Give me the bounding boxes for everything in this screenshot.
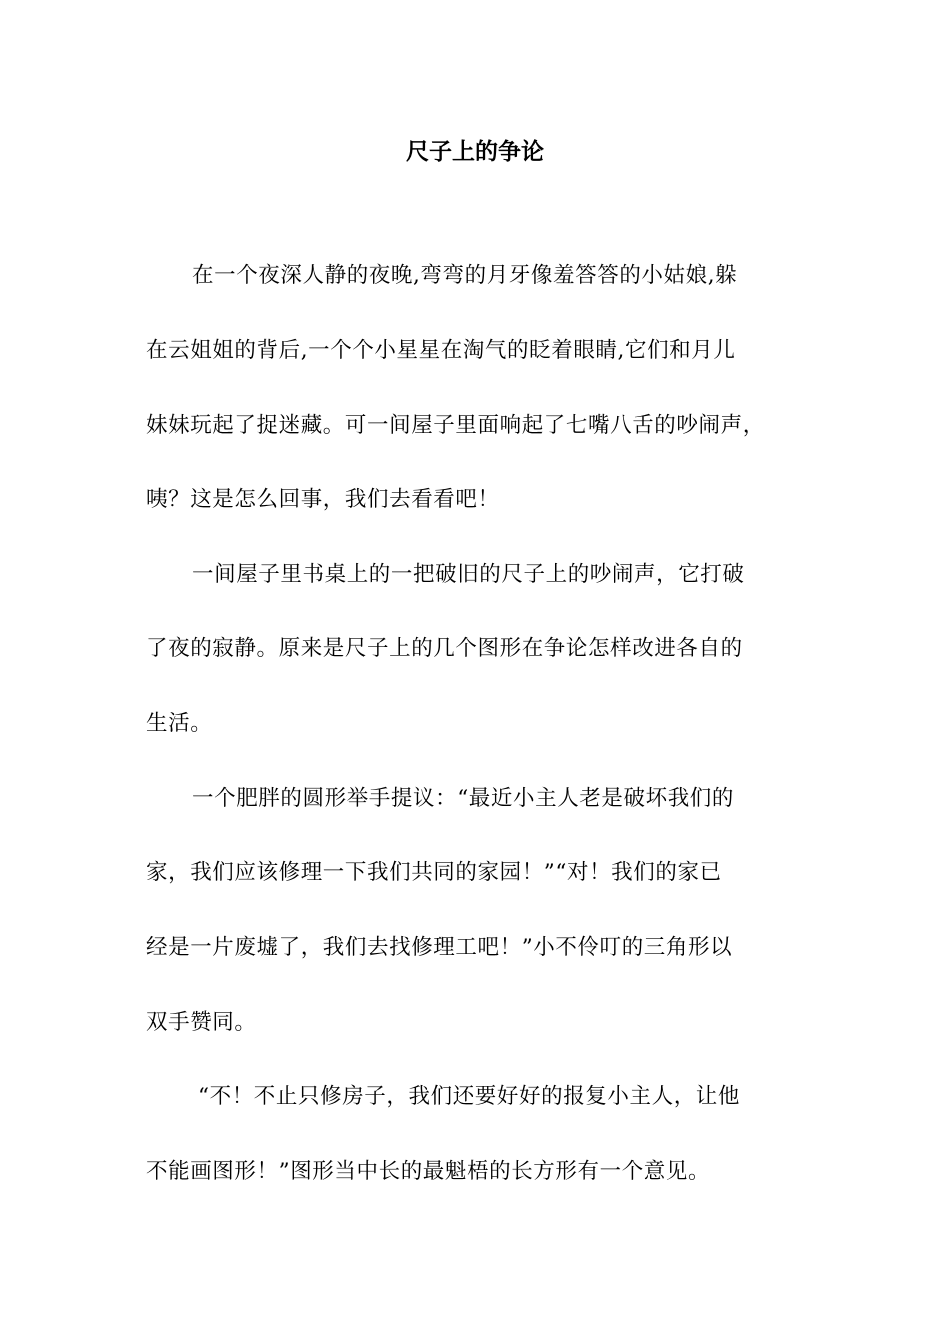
paragraph-3-line-3: 经是一片废墟了，我们去找修理工吧！”小不伶叮的三角形以 bbox=[146, 935, 733, 960]
paragraph-3-line-4: 双手赞同。 bbox=[146, 1010, 257, 1035]
paragraph-1-line-4: 咦？这是怎么回事，我们去看看吧！ bbox=[146, 487, 500, 512]
paragraph-2-line-2: 了夜的寂静。原来是尺子上的几个图形在争论怎样改进各自的 bbox=[146, 636, 743, 661]
paragraph-1-line-2: 在云姐姐的背后,一个个小星星在淘气的眨着眼睛,它们和月儿 bbox=[146, 338, 736, 363]
document-title: 尺子上的争论 bbox=[406, 138, 544, 165]
paragraph-1-line-3: 妹妹玩起了捉迷藏。可一间屋子里面响起了七嘴八舌的吵闹声， bbox=[146, 413, 765, 438]
paragraph-2-line-3: 生活。 bbox=[146, 711, 213, 736]
paragraph-2-line-1: 一间屋子里书桌上的一把破旧的尺子上的吵闹声，它打破 bbox=[192, 562, 745, 587]
paragraph-4-line-2: 不能画图形！”图形当中长的最魁梧的长方形有一个意见。 bbox=[146, 1159, 711, 1184]
paragraph-4-line-1: “不！不止只修房子，我们还要好好的报复小主人，让他 bbox=[198, 1084, 740, 1109]
paragraph-3-line-1: 一个肥胖的圆形举手提议：“最近小主人老是破坏我们的 bbox=[192, 786, 734, 811]
paragraph-1-line-1: 在一个夜深人静的夜晚,弯弯的月牙像羞答答的小姑娘,躲 bbox=[192, 263, 738, 288]
paragraph-3-line-2: 家，我们应该修理一下我们共同的家园！”“对！我们的家已 bbox=[146, 860, 722, 885]
